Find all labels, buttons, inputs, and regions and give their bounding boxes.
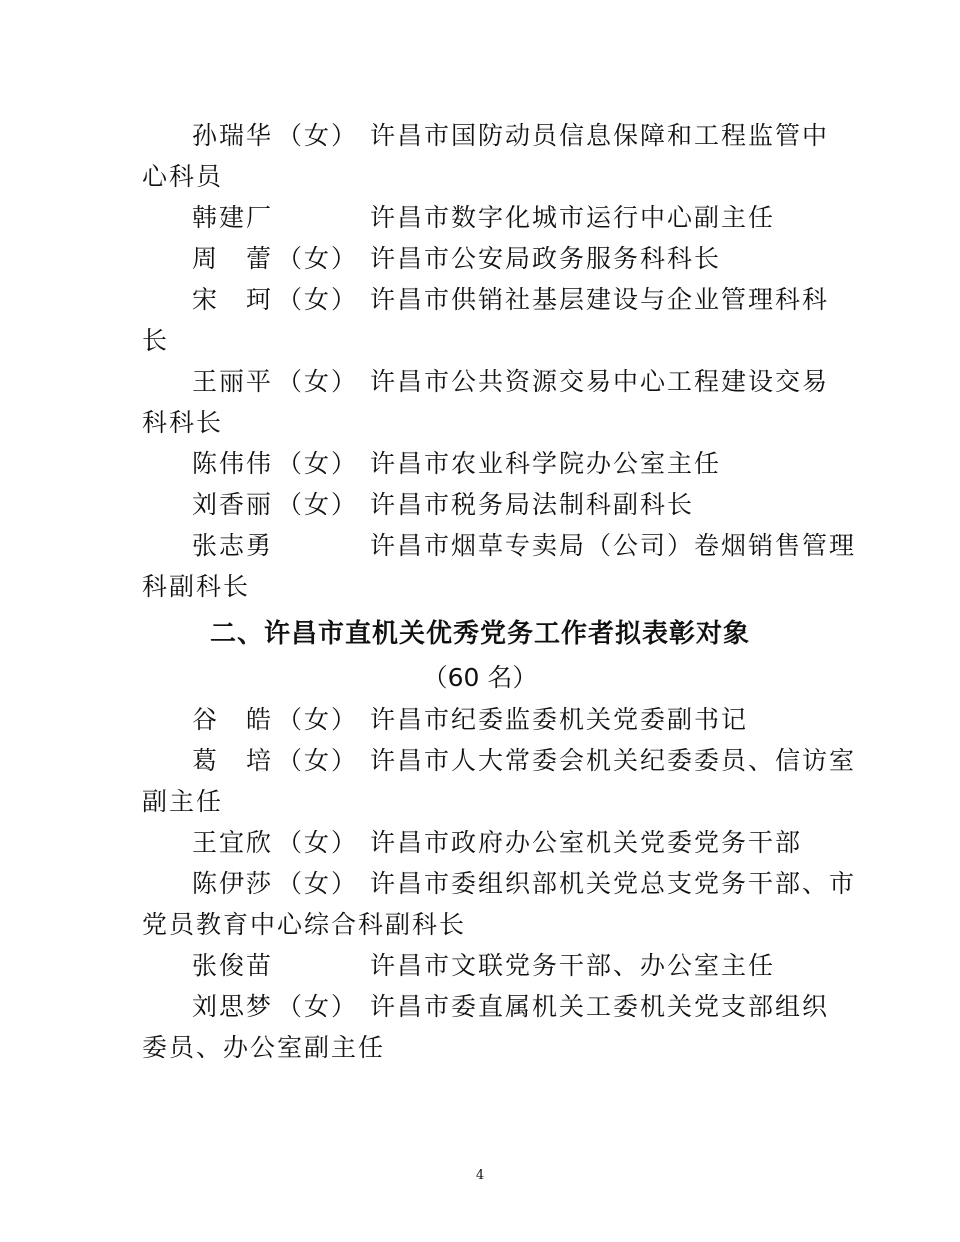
person-position: 许昌市委组织部机关党总支党务干部、市 <box>370 869 857 898</box>
person-gender: （女） <box>277 367 359 396</box>
list-item <box>0 526 960 566</box>
person-gender: （女） <box>277 992 359 1021</box>
person-gender: （女） <box>277 746 359 775</box>
person-gender: （女） <box>277 449 359 478</box>
person-position: 许昌市国防动员信息保障和工程监管中 <box>370 121 830 150</box>
position-continuation: 副主任 <box>142 787 224 816</box>
person-position: 许昌市委直属机关工委机关党支部组织 <box>370 992 830 1021</box>
position-continuation: 长 <box>142 326 170 355</box>
person-name: 谷 皓 <box>192 705 274 734</box>
list-item-continuation <box>0 782 960 822</box>
person-gender: （女） <box>277 244 359 273</box>
person-gender: （女） <box>277 705 359 734</box>
list-item <box>0 823 960 863</box>
list-item <box>0 741 960 781</box>
person-position: 许昌市公安局政务服务科科长 <box>370 244 722 273</box>
section-count: （60 名） <box>422 663 538 692</box>
list-item-continuation <box>0 567 960 607</box>
person-gender: （女） <box>277 490 359 519</box>
person-position: 许昌市人大常委会机关纪委委员、信访室 <box>370 746 857 775</box>
list-item-continuation <box>0 321 960 361</box>
list-item <box>0 198 960 238</box>
position-continuation: 委员、办公室副主任 <box>142 1033 386 1062</box>
list-item <box>0 485 960 525</box>
person-name: 张志勇 <box>192 531 274 560</box>
person-name: 孙瑞华 <box>192 121 274 150</box>
person-gender: （女） <box>277 121 359 150</box>
list-item <box>0 280 960 320</box>
person-name: 韩建厂 <box>192 203 274 232</box>
person-name: 刘香丽 <box>192 490 274 519</box>
list-item-continuation <box>0 1028 960 1068</box>
section-heading: 二、许昌市直机关优秀党务工作者拟表彰对象 <box>209 619 750 649</box>
list-item <box>0 116 960 156</box>
list-item <box>0 700 960 740</box>
position-continuation: 心科员 <box>142 162 224 191</box>
person-name: 陈伊莎 <box>192 869 274 898</box>
person-name: 刘思梦 <box>192 992 274 1021</box>
person-name: 张俊苗 <box>192 951 274 980</box>
list-item <box>0 444 960 484</box>
person-gender: （女） <box>277 828 359 857</box>
person-position: 许昌市农业科学院办公室主任 <box>370 449 722 478</box>
person-position: 许昌市纪委监委机关党委副书记 <box>370 705 749 734</box>
person-position: 许昌市文联党务干部、办公室主任 <box>370 951 776 980</box>
person-gender: （女） <box>277 285 359 314</box>
position-continuation: 科副科长 <box>142 572 251 601</box>
person-position: 许昌市烟草专卖局（公司）卷烟销售管理 <box>370 531 857 560</box>
person-position: 许昌市政府办公室机关党委党务干部 <box>370 828 803 857</box>
position-continuation: 党员教育中心综合科副科长 <box>142 910 467 939</box>
list-item <box>0 239 960 279</box>
list-item <box>0 987 960 1027</box>
person-name: 宋 珂 <box>192 285 274 314</box>
person-position: 许昌市税务局法制科副科长 <box>370 490 695 519</box>
person-position: 许昌市供销社基层建设与企业管理科科 <box>370 285 830 314</box>
list-item <box>0 946 960 986</box>
person-gender: （女） <box>277 869 359 898</box>
position-continuation: 科科长 <box>142 408 224 437</box>
list-item-continuation <box>0 157 960 197</box>
list-item-continuation <box>0 905 960 945</box>
list-item <box>0 362 960 402</box>
person-name: 周 蕾 <box>192 244 274 273</box>
person-name: 王宜欣 <box>192 828 274 857</box>
person-position: 许昌市公共资源交易中心工程建设交易 <box>370 367 830 396</box>
person-name: 葛 培 <box>192 746 274 775</box>
list-item <box>0 864 960 904</box>
page-number: 4 <box>475 1168 485 1183</box>
person-name: 陈伟伟 <box>192 449 274 478</box>
person-name: 王丽平 <box>192 367 274 396</box>
person-position: 许昌市数字化城市运行中心副主任 <box>370 203 776 232</box>
list-item-continuation <box>0 403 960 443</box>
